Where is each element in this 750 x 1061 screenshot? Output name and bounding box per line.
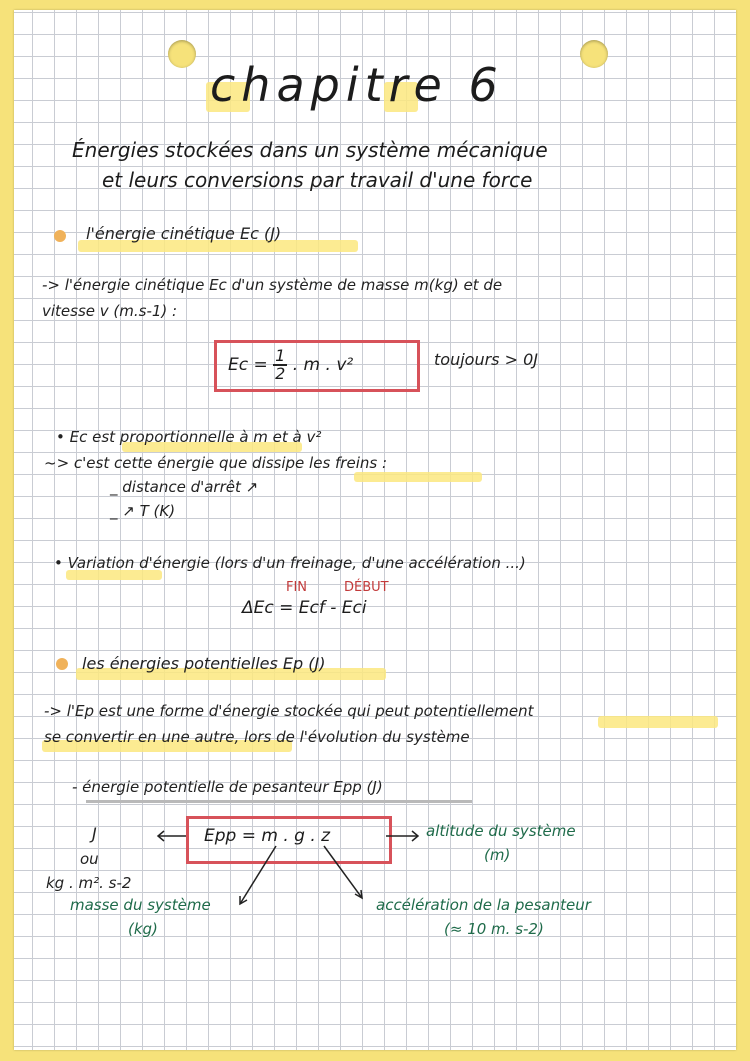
subtitle-line-2: et leurs conversions par travail d'une force [102,168,533,192]
label-debut: DÉBUT [344,580,389,595]
kinetic-point-1: • Ec est proportionnelle à m et à v² [56,428,322,446]
formula-lhs: Ec = [228,355,268,375]
unit-or: ou [80,850,99,868]
formula-fraction: $\frac{1}{2}$ [275,346,286,383]
altitude-unit: (m) [484,846,511,864]
unit-j: J [92,824,97,843]
notebook-page [14,10,736,1050]
mass-label: masse du système [70,896,211,914]
section-heading-potential: les énergies potentielles Ep (J) [82,654,326,673]
arrow-to-mass [240,846,276,904]
gravity-formula: Epp = m . g . z [204,826,331,846]
kinetic-point-3: _ distance d'arrêt ↗ [110,478,259,496]
kinetic-point-2: ~> c'est cette énergie que dissipe les freins : [44,454,388,472]
page-title: chapitre 6 [210,58,504,112]
variation-text: • Variation d'énergie (lors d'un freinage, d'une accélération ...) [54,554,526,572]
mass-unit: (kg) [128,920,158,938]
acceleration-unit: (≈ 10 m. s-2) [444,920,544,938]
kinetic-point-4: _ ↗ T (K) [110,502,176,520]
acceleration-label: accélération de la pesanteur [376,896,591,914]
potential-intro-line-1: -> l'Ep est une forme d'énergie stockée qui peut potentiellement [44,702,534,720]
potential-intro-line-2: se convertir en une autre, lors de l'évolution du système [44,728,470,746]
kinetic-intro-line-1: -> l'énergie cinétique Ec d'un système de masse m(kg) et de [42,276,503,294]
subtitle-line-1: Énergies stockées dans un système mécanique [72,138,548,162]
label-fin: FIN [286,580,308,595]
section-heading-kinetic: l'énergie cinétique Ec (J) [86,224,282,243]
annotation-arrows [14,10,736,1050]
delta-formula: ΔEc = Ecf - Eci [242,598,367,618]
kinetic-intro-line-2: vitesse v (m.s-1) : [42,302,178,320]
formula-note: toujours > 0J [434,350,538,369]
arrow-to-acceleration [324,846,362,898]
altitude-label: altitude du système [426,822,576,840]
gravity-potential-heading: - énergie potentielle de pesanteur Epp (J) [72,778,383,796]
formula-rhs: . m . v² [292,355,354,375]
unit-si: kg . m². s-2 [46,874,132,892]
